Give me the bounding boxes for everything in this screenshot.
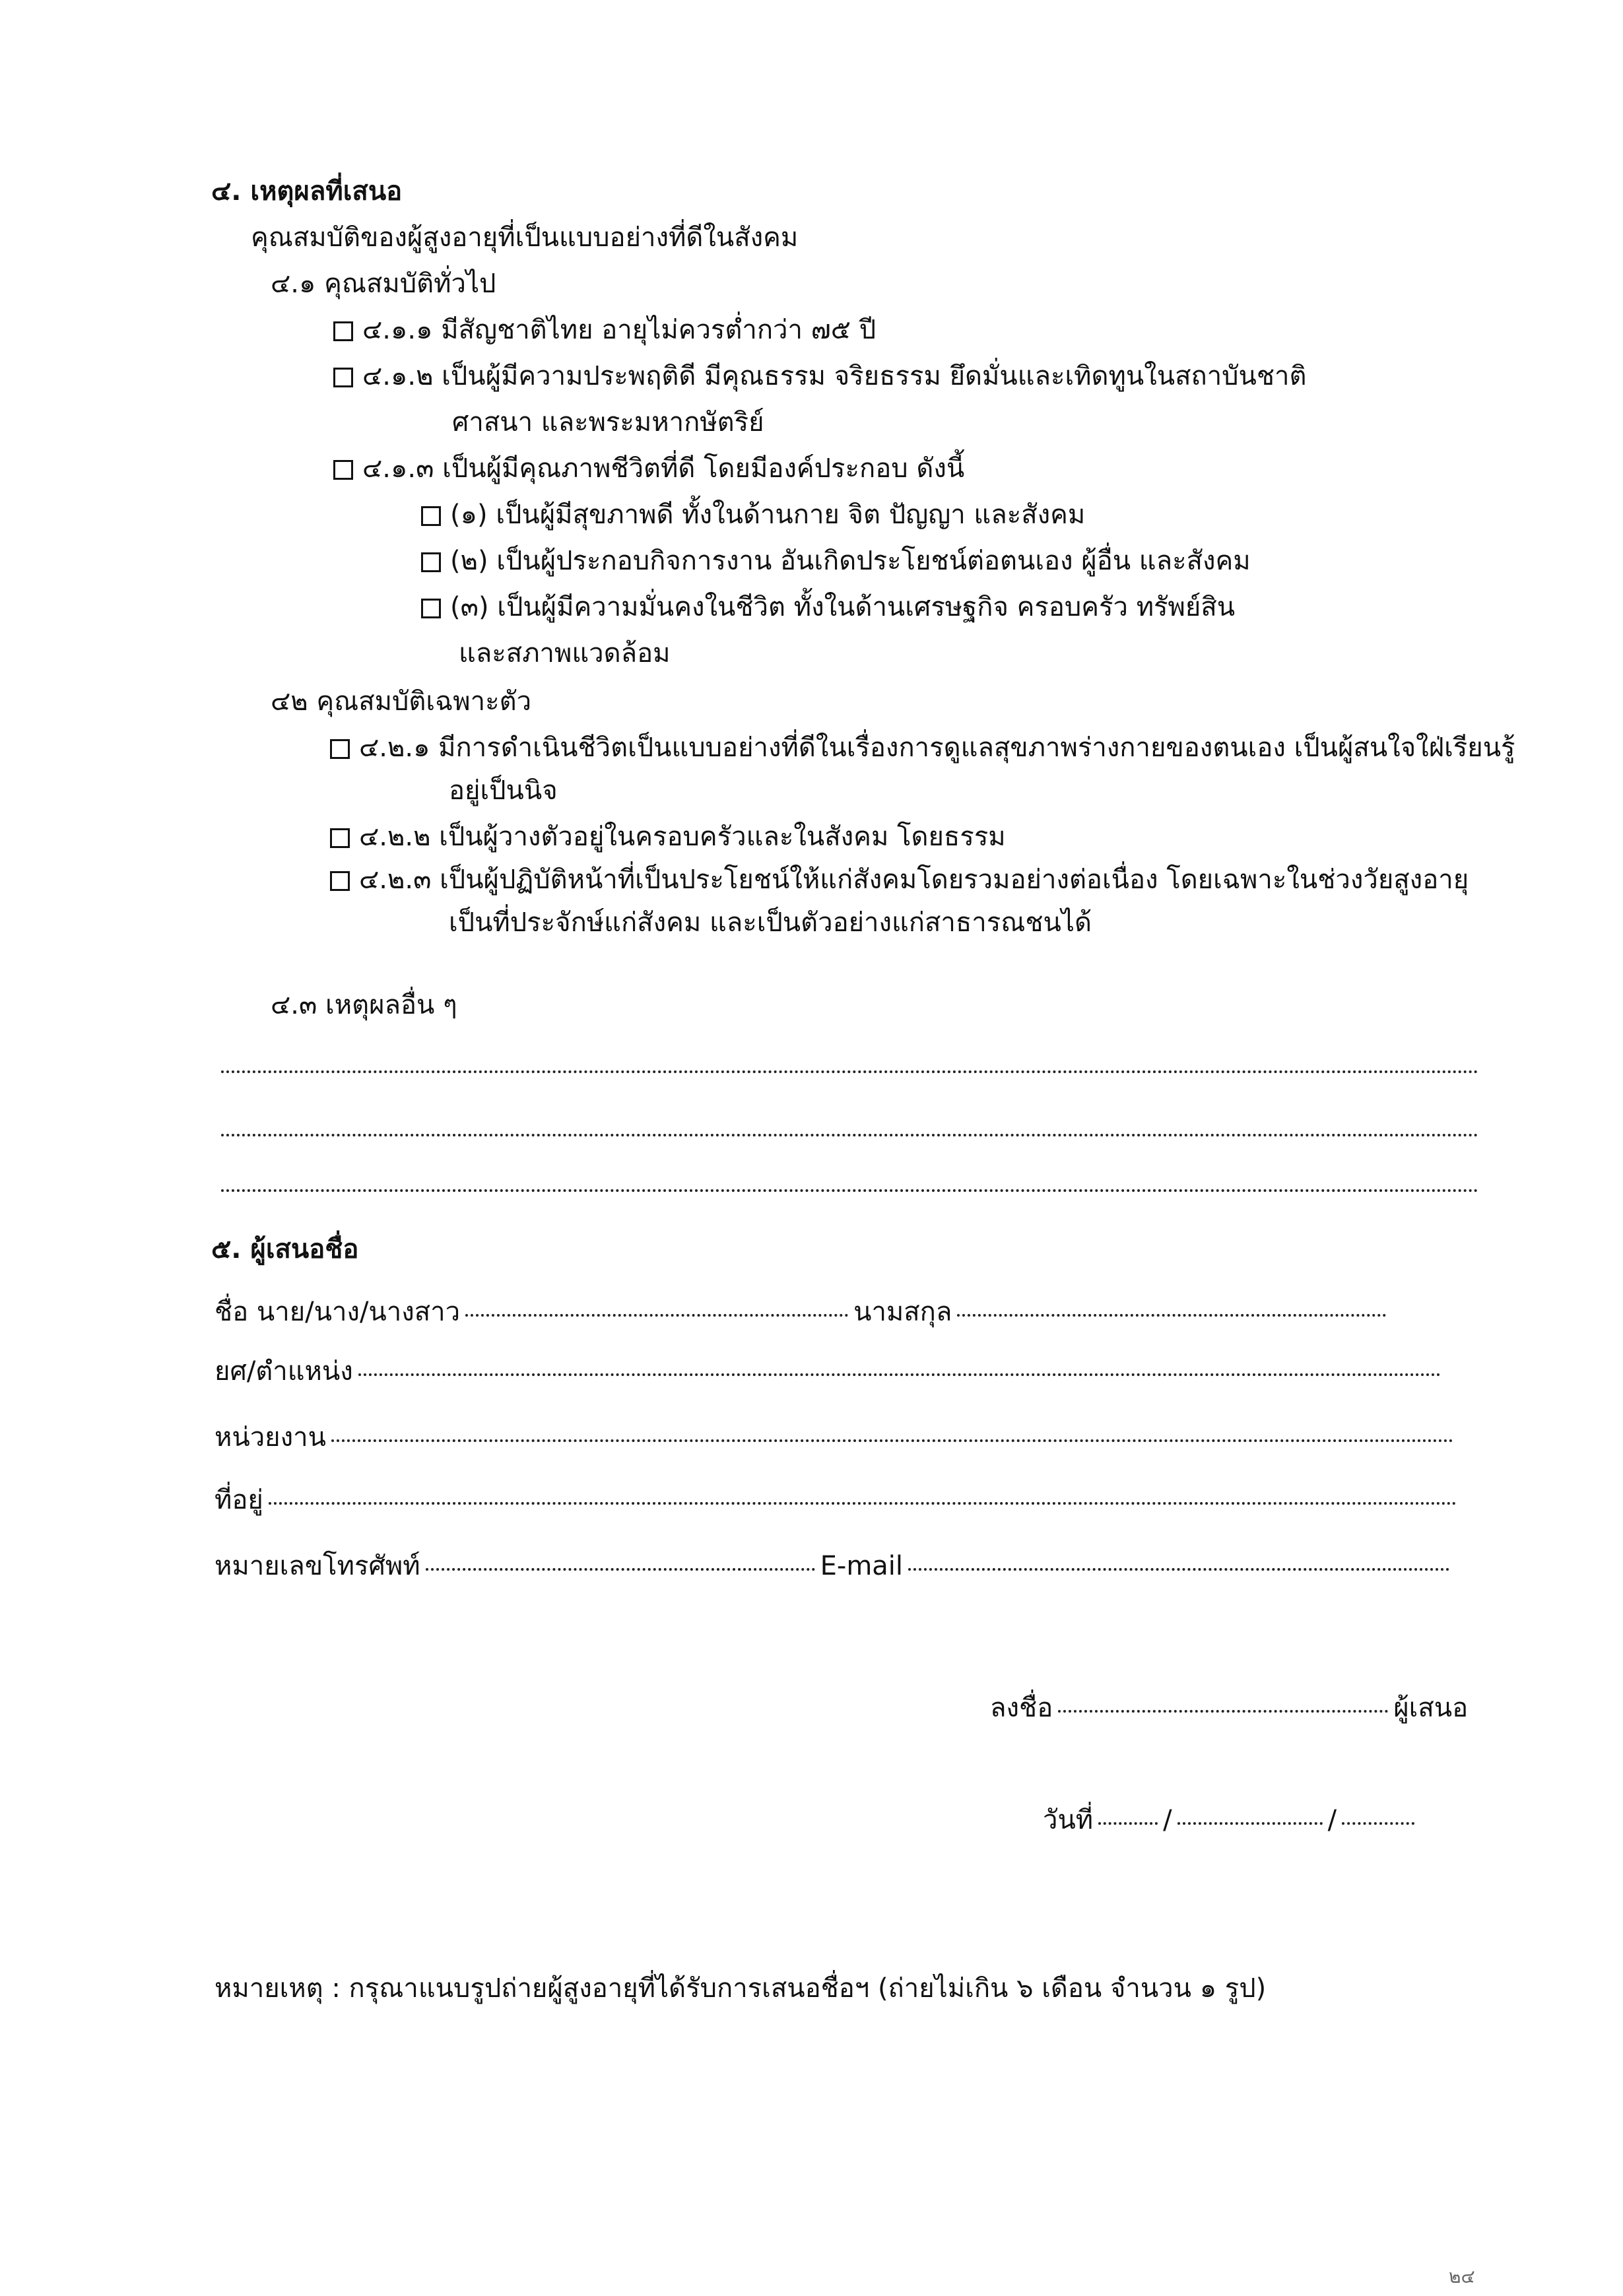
section-4-intro: คุณสมบัติของผู้สูงอายุที่เป็นแบบอย่างที่ดีในสังคม [251,222,799,253]
general-item-2-continued: ศาสนา และพระมหากษัตริย์ [452,407,764,438]
general-item-3: ๔.๑.๓ เป็นผู้มีคุณภาพชีวิตที่ดี โดยมีองค์ประกอบ ดังนี้ [333,450,964,487]
position-field[interactable] [358,1373,1441,1376]
checkbox[interactable] [421,599,441,618]
agency-row [215,1419,1459,1456]
name-field[interactable] [465,1314,848,1317]
name-label: ชื่อ นาย/นาง/นางสาว [215,1297,461,1327]
general-subitem-3: (๓) เป็นผู้มีความมั่นคงในชีวิต ทั้งในด้านเศรษฐกิจ ครอบครัว ทรัพย์สิน [421,589,1235,626]
checkbox[interactable] [330,739,350,759]
phone-field[interactable] [426,1568,815,1571]
general-subitem-3-continued: และสภาพแวดล้อม [459,638,671,669]
checkbox[interactable] [330,828,350,848]
other-reasons-line-3[interactable] [221,1189,1478,1192]
date-month-field[interactable] [1177,1822,1323,1825]
general-item-2: ๔.๑.๒ เป็นผู้มีความประพฤติดี มีคุณธรรม จริยธรรม ยึดมั่นและเทิดทูนในสถาบันชาติ [333,358,1307,395]
position-row [215,1353,1446,1390]
general-subitem-2: (๒) เป็นผู้ประกอบกิจการงาน อันเกิดประโยชน์ต่อตนเอง ผู้อื่น และสังคม [421,542,1251,579]
checkbox[interactable] [333,368,353,387]
note: หมายเหตุ : กรุณาแนบรูปถ่ายผู้สูงอายุที่ได้รับการเสนอชื่อฯ (ถ่ายไม่เกิน ๖ เดือน จำนวน ๑ รูป) [215,1973,1267,2004]
date-day-field[interactable] [1098,1822,1158,1825]
date-year-field[interactable] [1342,1822,1414,1825]
position-label: ยศ/ตำแหน่ง [215,1356,353,1387]
specific-item-3: ๔.๒.๓ เป็นผู้ปฏิบัติหน้าที่เป็นประโยชน์ให้แก่สังคมโดยรวมอย่างต่อเนื่อง โดยเฉพาะในช่วงวัยสูงอายุ [330,861,1469,898]
checkbox[interactable] [333,460,353,480]
specific-item-2: ๔.๒.๒ เป็นผู้วางตัวอยู่ในครอบครัวและในสังคม โดยธรรม [330,818,1006,855]
proposer-label: ผู้เสนอ [1393,1693,1469,1723]
address-field[interactable] [269,1502,1457,1505]
specific-item-1-continued: อยู่เป็นนิจ [449,775,558,806]
other-reasons-line-1[interactable] [221,1070,1478,1073]
address-label: ที่อยู่ [215,1485,263,1515]
agency-label: หน่วยงาน [215,1422,326,1453]
checkbox[interactable] [330,871,350,891]
signature-field[interactable] [1058,1710,1388,1713]
section-5-title: ๕. ผู้เสนอชื่อ [211,1234,359,1264]
date-separator: / [1327,1805,1337,1835]
checkbox[interactable] [421,552,441,572]
email-field[interactable] [908,1568,1449,1571]
specific-qualifications-title: ๔๒ คุณสมบัติเฉพาะตัว [271,686,532,717]
surname-label: นามสกุล [853,1297,952,1327]
email-label: E-mail [820,1551,904,1581]
other-reasons-title: ๔.๓ เหตุผลอื่น ๆ [271,990,457,1020]
name-row [215,1294,1391,1330]
date-label: วันที่ [1043,1805,1094,1835]
date-row [1043,1802,1420,1839]
address-row [215,1482,1462,1519]
specific-item-3-continued: เป็นที่ประจักษ์แก่สังคม และเป็นตัวอย่างแก่สาธารณชนได้ [449,907,1092,938]
checkbox[interactable] [421,506,441,526]
contact-row [215,1548,1455,1585]
section-4-title: ๔. เหตุผลที่เสนอ [211,176,403,207]
signature-row [990,1689,1468,1726]
specific-item-1: ๔.๒.๑ มีการดำเนินชีวิตเป็นแบบอย่างที่ดีในเรื่องการดูแลสุขภาพร่างกายของตนเอง เป็นผู้สนใจใฝ่เรียนรู้ [330,729,1515,766]
general-qualifications-title: ๔.๑ คุณสมบัติทั่วไป [271,269,496,299]
sign-label: ลงชื่อ [990,1693,1053,1723]
general-item-1: ๔.๑.๑ มีสัญชาติไทย อายุไม่ควรต่ำกว่า ๗๕ ปี [333,312,876,348]
other-reasons-line-2[interactable] [221,1134,1478,1136]
surname-field[interactable] [957,1314,1386,1317]
phone-label: หมายเลขโทรศัพท์ [215,1551,420,1581]
page-number: ๒๔ [1449,2266,1475,2287]
checkbox[interactable] [333,321,353,341]
date-separator: / [1163,1805,1172,1835]
general-subitem-1: (๑) เป็นผู้มีสุขภาพดี ทั้งในด้านกาย จิต ปัญญา และสังคม [421,496,1085,533]
agency-field[interactable] [331,1439,1453,1442]
